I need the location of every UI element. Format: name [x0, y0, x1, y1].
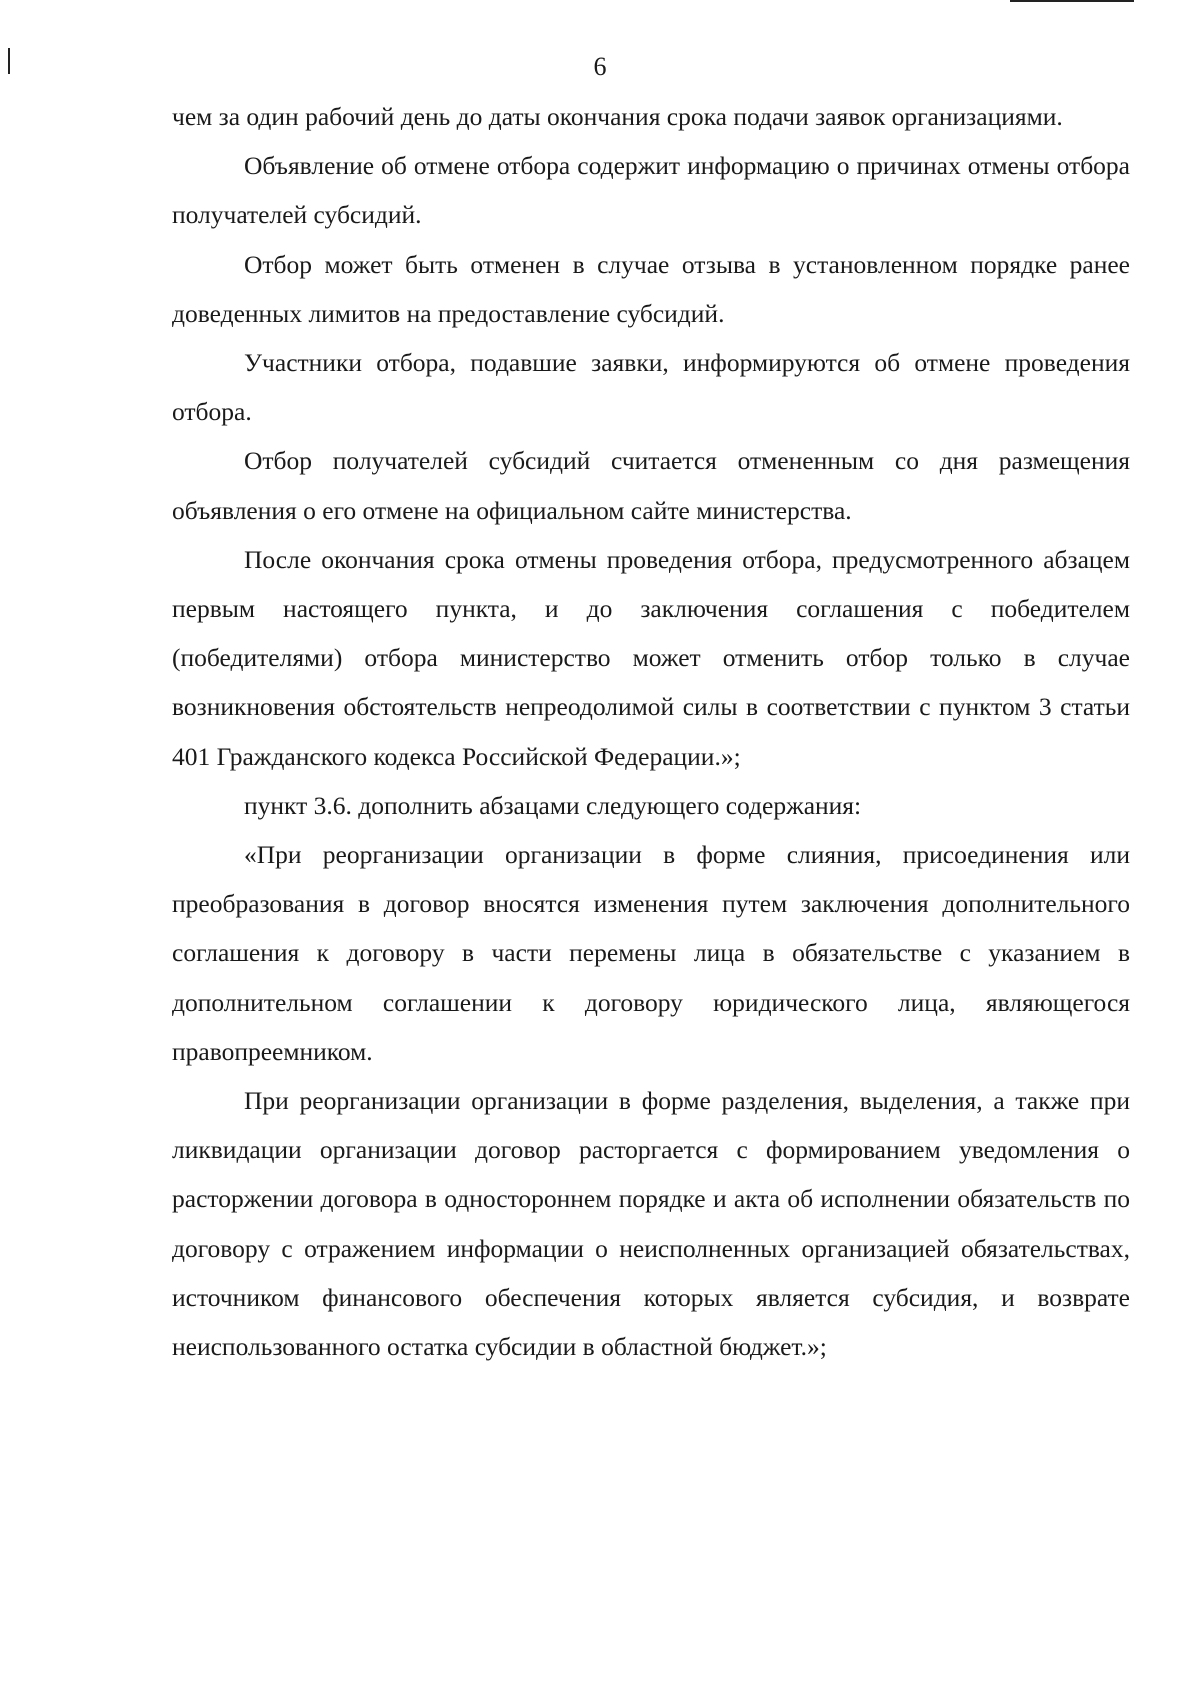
paragraph: чем за один рабочий день до даты окончания срока подачи заявок организациями.	[172, 102, 1063, 131]
paragraph: Отбор получателей субсидий считается отмененным со дня размещения объявления о его отмене на официальном сайте министерства.	[172, 446, 1130, 525]
paragraph: пункт 3.6. дополнить абзацами следующего содержания:	[244, 790, 862, 820]
page-number: 6	[593, 52, 607, 81]
scan-mark-top-right	[1010, 0, 1134, 2]
paragraph: Участники отбора, подавшие заявки, информируются об отмене проведения отбора.	[172, 348, 1130, 427]
paragraph: Отбор может быть отменен в случае отзыва в установленном порядке ранее доведенных лимитов на предоставление субсидий.	[172, 249, 1130, 328]
paragraph: После окончания срока отмены проведения отбора, предусмотренного абзацем первым настоящего пункта, и до заключения соглашения с победителем (победителями) отбора министерство может отменить отбор только в случае возникновения обстоятельств непреодолимой силы в соответствии с пунктом 3 статьи 401 Гражданского кодекса Российской Федерации.»;	[172, 544, 1130, 771]
paragraph: При реорганизации организации в форме разделения, выделения, а также при ликвидации организации договор расторгается с формированием уведомления о расторжении договора в одностороннем порядке и акта об исполнении обязательств по договору с отражением информации о неисполненных организацией обязательствах, источником финансового обеспечения которых является субсидия, и возврате неиспользованного остатка субсидии в областной бюджет.»;	[172, 1086, 1130, 1362]
document-body	[172, 92, 1130, 1371]
paragraph: «При реорганизации организации в форме слияния, присоединения или преобразования в договор вносятся изменения путем заключения дополнительного соглашения к договору в части перемены лица в обязательстве с указанием в дополнительном соглашении к договору юридического лица, являющегося правопреемником.	[172, 840, 1130, 1066]
paragraph: Объявление об отмене отбора содержит информацию о причинах отмены отбора получателей субсидий.	[172, 151, 1130, 230]
